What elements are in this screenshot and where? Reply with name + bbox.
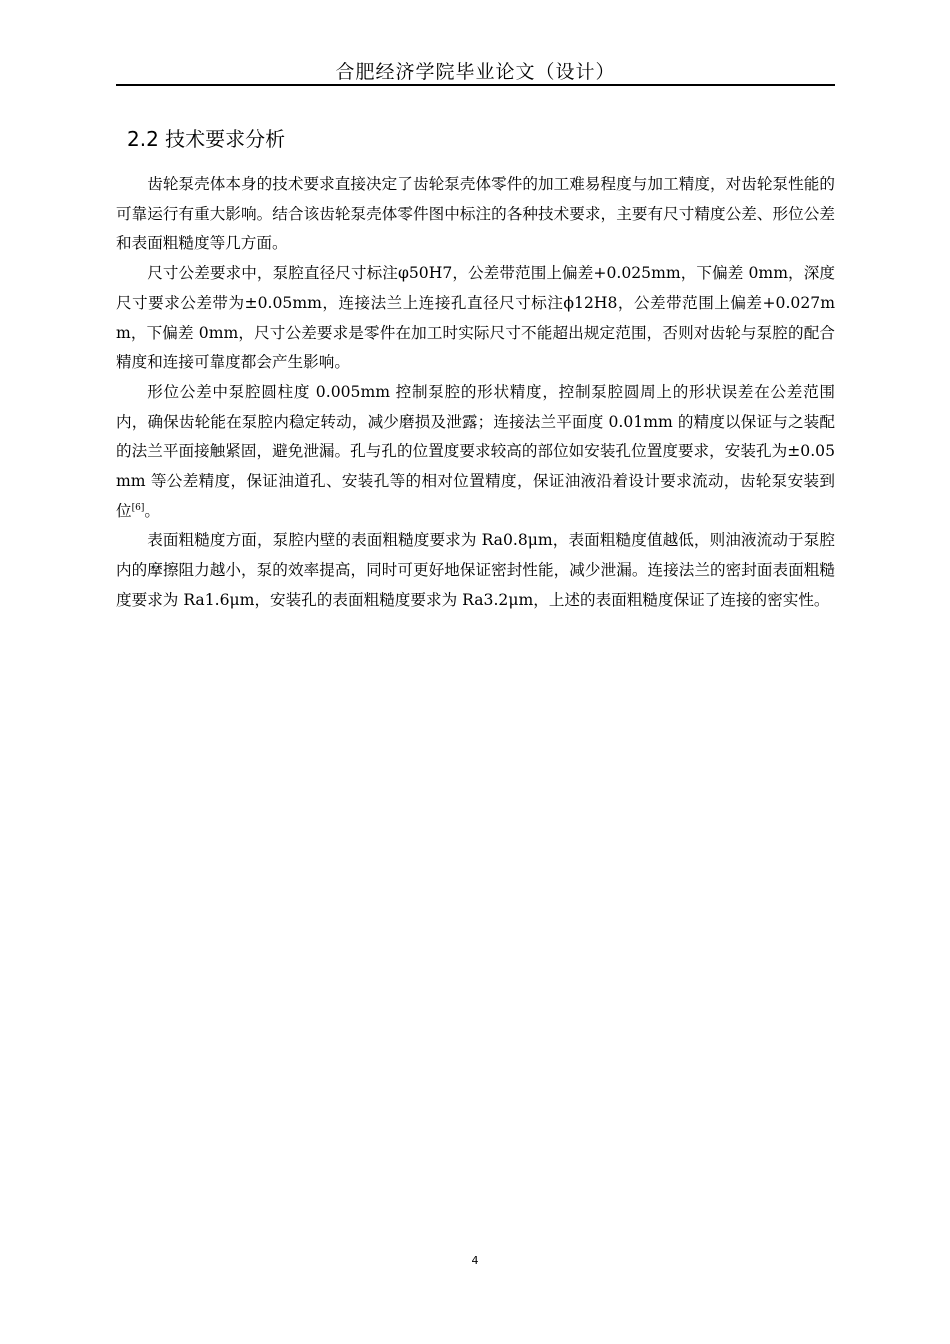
page-number: 4 bbox=[471, 1254, 479, 1267]
paragraph-3 bbox=[116, 378, 835, 527]
citation-reference: [6] bbox=[131, 502, 145, 513]
paragraph-2-text: 尺寸公差要求中，泵腔直径尺寸标注φ50H7，公差带范围上偏差+0.025mm，下偏差 0mm，深度尺寸要求公差带为±0.05mm，连接法兰上连接孔直径尺寸标注ϕ12H8，公差带范围上偏差+0.027mm，下偏差 0mm，尺寸公差要求是零件在加工时实际尺寸不能超出规定范围，否则对齿轮与泵腔的配合精度和连接可靠度都会产生影响。 bbox=[116, 264, 835, 372]
paragraph-1 bbox=[116, 170, 835, 259]
paragraph-2 bbox=[116, 259, 835, 378]
paragraph-4-text: 表面粗糙度方面，泵腔内壁的表面粗糙度要求为 Ra0.8μm，表面粗糙度值越低，则油液流动于泵腔内的摩擦阻力越小，泵的效率提高，同时可更好地保证密封性能，减少泄漏。连接法兰的密封面表面粗糙度要求为 Ra1.6μm，安装孔的表面粗糙度要求为 Ra3.2μm，上述的表面粗糙度保证了连接的密实性。 bbox=[116, 531, 835, 609]
paragraph-3-tail: 。 bbox=[144, 501, 160, 520]
section-heading: 2.2 技术要求分析 bbox=[127, 127, 286, 151]
paragraph-4 bbox=[116, 526, 835, 615]
paragraph-1-text: 齿轮泵壳体本身的技术要求直接决定了齿轮泵壳体零件的加工难易程度与加工精度，对齿轮泵性能的可靠运行有重大影响。结合该齿轮泵壳体零件图中标注的各种技术要求，主要有尺寸精度公差、形位公差和表面粗糙度等几方面。 bbox=[116, 175, 835, 253]
body-text bbox=[116, 170, 835, 616]
header-rule bbox=[116, 84, 835, 86]
page-header-title: 合肥经济学院毕业论文（设计） bbox=[335, 61, 616, 83]
paragraph-3-text: 形位公差中泵腔圆柱度 0.005mm 控制泵腔的形状精度，控制泵腔圆周上的形状误差在公差范围内，确保齿轮能在泵腔内稳定转动，减少磨损及泄露；连接法兰平面度 0.01mm 的精度以保证与之装配的法兰平面接触紧固，避免泄漏。孔与孔的位置度要求较高的部位如安装孔位置度要求，安装孔为±0.05mm 等公差精度，保证油道孔、安装孔等的相对位置精度，保证油液沿着设计要求流动，齿轮泵安装到位 bbox=[116, 382, 835, 520]
